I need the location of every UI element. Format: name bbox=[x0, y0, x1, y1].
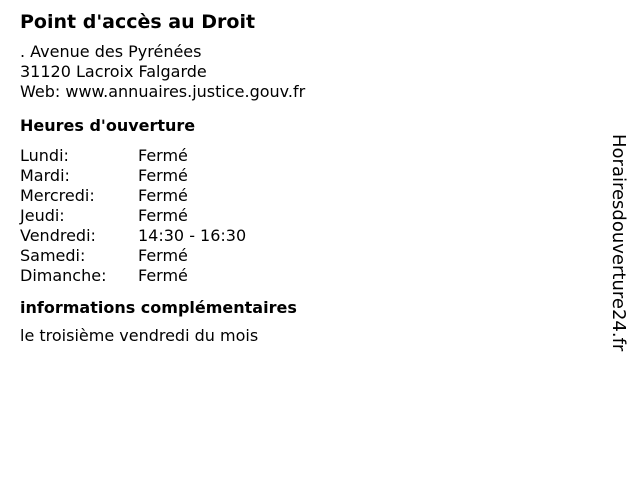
hours-row-mardi bbox=[20, 166, 580, 186]
opening-hours-card bbox=[20, 8, 580, 346]
day-label: Dimanche: bbox=[20, 266, 107, 285]
day-label: Vendredi: bbox=[20, 226, 96, 245]
hours-row-mercredi bbox=[20, 186, 580, 206]
address-block bbox=[20, 42, 580, 102]
info-text: le troisième vendredi du mois bbox=[20, 326, 259, 345]
day-label: Samedi: bbox=[20, 246, 86, 265]
hours-table bbox=[20, 146, 580, 286]
day-label: Lundi: bbox=[20, 146, 69, 165]
hours-row-lundi bbox=[20, 146, 580, 166]
hours-row-dimanche bbox=[20, 266, 580, 286]
day-hours: Fermé bbox=[138, 206, 188, 225]
day-hours: 14:30 - 16:30 bbox=[138, 226, 247, 245]
day-hours: Fermé bbox=[138, 186, 188, 205]
day-hours: Fermé bbox=[138, 246, 188, 265]
hours-row-samedi bbox=[20, 246, 580, 266]
hours-row-vendredi bbox=[20, 226, 580, 246]
day-label: Mardi: bbox=[20, 166, 70, 185]
hours-heading: Heures d'ouverture bbox=[20, 116, 196, 135]
page-title: Point d'accès au Droit bbox=[20, 11, 256, 33]
address-web: Web: www.annuaires.justice.gouv.fr bbox=[20, 82, 306, 101]
day-hours: Fermé bbox=[138, 146, 188, 165]
day-label: Jeudi: bbox=[20, 206, 65, 225]
info-heading: informations complémentaires bbox=[20, 298, 297, 317]
day-hours: Fermé bbox=[138, 266, 188, 285]
site-watermark: Horairesdouverture24.fr bbox=[608, 134, 629, 352]
day-hours: Fermé bbox=[138, 166, 188, 185]
address-street: . Avenue des Pyrénées bbox=[20, 42, 202, 61]
hours-row-jeudi bbox=[20, 206, 580, 226]
address-city: 31120 Lacroix Falgarde bbox=[20, 62, 207, 81]
day-label: Mercredi: bbox=[20, 186, 95, 205]
